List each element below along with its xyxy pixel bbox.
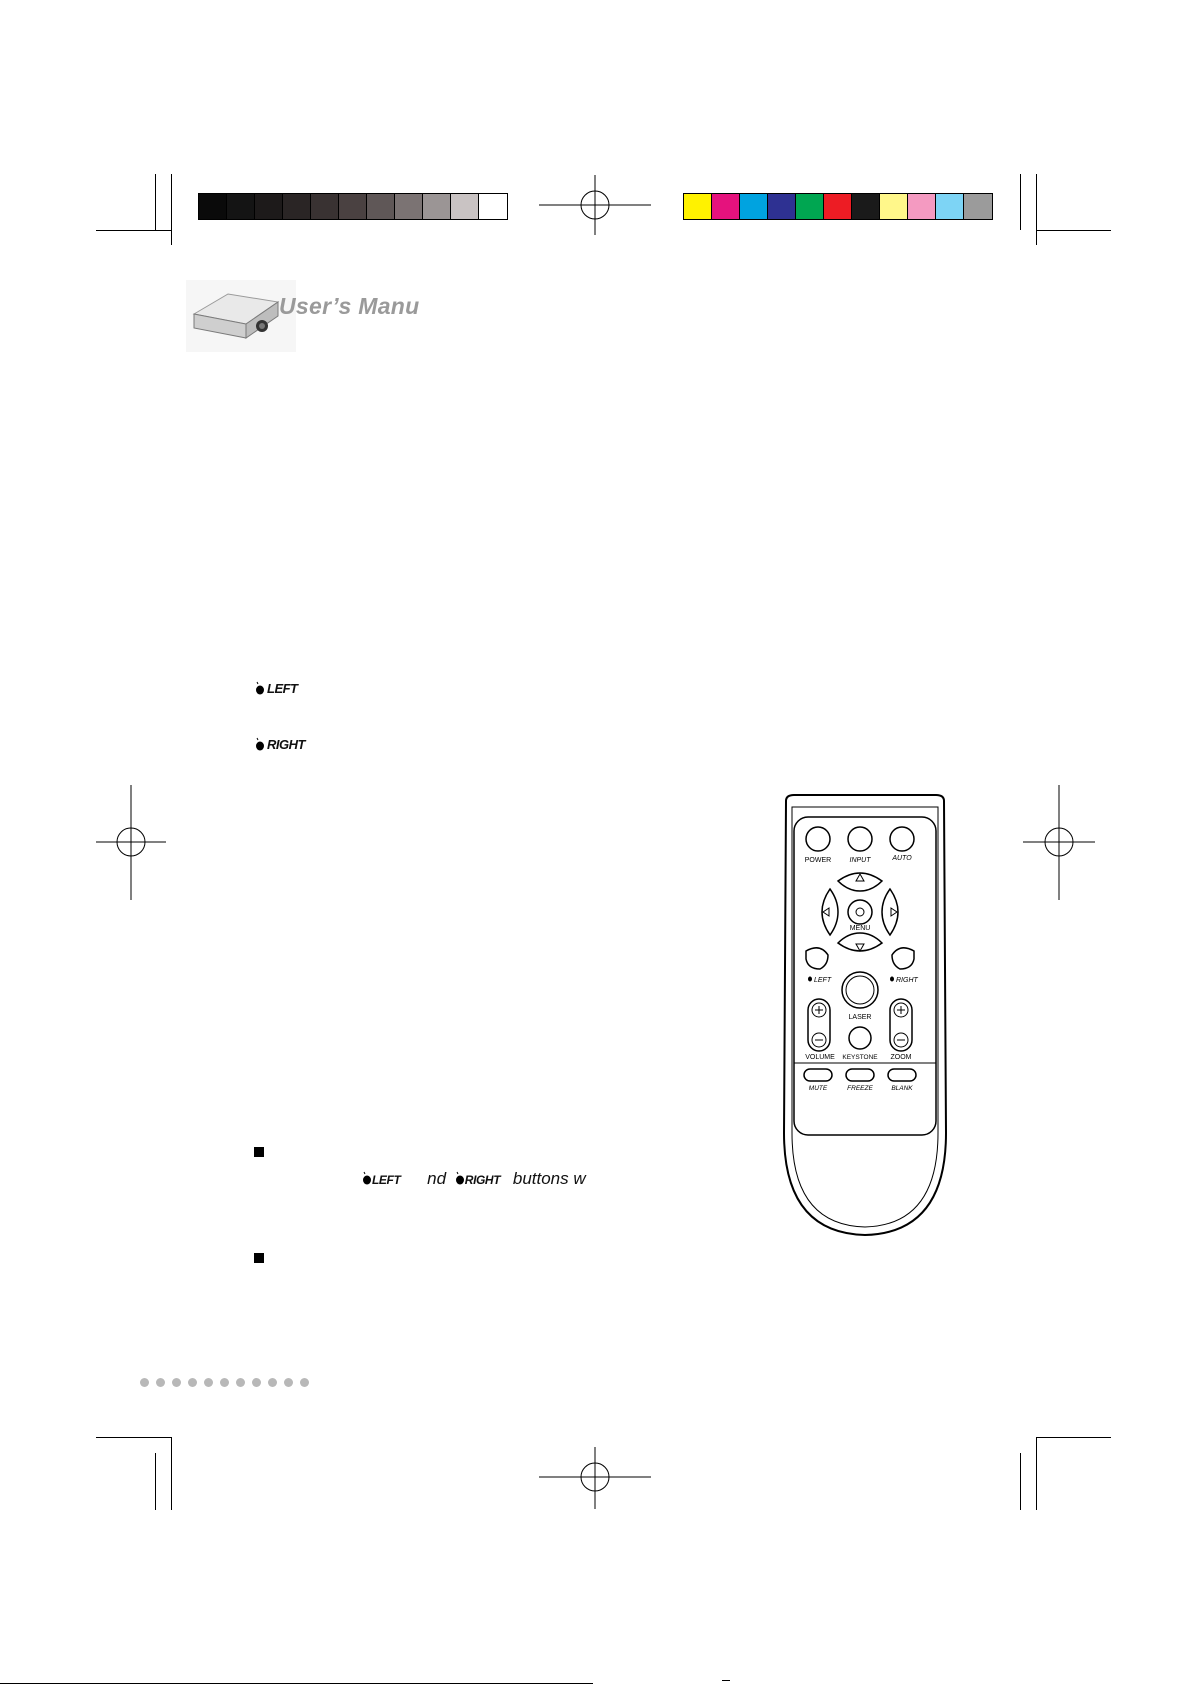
registration-mark-top (535, 175, 655, 235)
page-footer-dots (140, 1378, 309, 1387)
mouse-icon (455, 1171, 465, 1185)
footer-dot (172, 1378, 181, 1387)
remote-mute-label: MUTE (808, 1085, 828, 1092)
remote-freeze-label: FREEZE (847, 1085, 873, 1092)
grayscale-swatch (367, 194, 395, 219)
grayscale-swatch (227, 194, 255, 219)
note-line: LEFT nd RIGHT buttons w (362, 1169, 586, 1189)
registration-mark-left (96, 785, 166, 900)
footer-dot (204, 1378, 213, 1387)
registration-mark-bottom (535, 1447, 655, 1509)
manual-header-title: User’s Manu (279, 293, 420, 319)
color-swatch (712, 194, 740, 219)
grayscale-swatch (479, 194, 507, 219)
remote-keystone-label: KEYSTONE (842, 1054, 878, 1061)
remote-input-label: INPUT (849, 857, 871, 864)
remote-volume-label: VOLUME (805, 1054, 835, 1061)
remote-zoom-label: ZOOM (890, 1054, 912, 1061)
remote-auto-label: AUTO (892, 855, 912, 862)
grayscale-swatch (395, 194, 423, 219)
process-color-bar (683, 193, 993, 220)
bullet-square (254, 1147, 264, 1157)
color-swatch (852, 194, 880, 219)
mouse-icon (255, 737, 265, 751)
footer-dot (220, 1378, 229, 1387)
grayscale-swatch (451, 194, 479, 219)
footer-dot (188, 1378, 197, 1387)
remote-control-illustration (780, 793, 950, 1238)
footer-dot (284, 1378, 293, 1387)
color-swatch (740, 194, 768, 219)
grayscale-color-bar (198, 193, 508, 220)
color-swatch (796, 194, 824, 219)
grayscale-swatch (255, 194, 283, 219)
color-swatch (824, 194, 852, 219)
registration-mark-right (1023, 785, 1095, 900)
mouse-right-label: RIGHT (255, 737, 305, 752)
color-swatch (936, 194, 964, 219)
color-swatch (880, 194, 908, 219)
page-bottom-mark (722, 1680, 730, 1681)
grayscale-swatch (311, 194, 339, 219)
color-swatch (768, 194, 796, 219)
footer-dot (300, 1378, 309, 1387)
grayscale-swatch (423, 194, 451, 219)
grayscale-swatch (339, 194, 367, 219)
grayscale-swatch (199, 194, 227, 219)
color-swatch (964, 194, 992, 219)
color-swatch (908, 194, 936, 219)
mouse-icon (362, 1171, 372, 1185)
remote-menu-label: MENU (849, 925, 871, 932)
mouse-icon (255, 681, 265, 695)
grayscale-swatch (283, 194, 311, 219)
remote-power-label: POWER (804, 857, 832, 864)
remote-right-label: RIGHT (896, 977, 918, 984)
remote-left-label: LEFT (814, 977, 832, 984)
color-swatch (684, 194, 712, 219)
footer-dot (252, 1378, 261, 1387)
footer-dot (236, 1378, 245, 1387)
remote-laser-label: LASER (848, 1014, 872, 1021)
page-bottom-rule (0, 1683, 593, 1684)
footer-dot (156, 1378, 165, 1387)
mouse-left-label: LEFT (255, 681, 298, 696)
remote-blank-label: BLANK (891, 1085, 913, 1092)
footer-dot (268, 1378, 277, 1387)
footer-dot (140, 1378, 149, 1387)
bullet-square (254, 1253, 264, 1263)
